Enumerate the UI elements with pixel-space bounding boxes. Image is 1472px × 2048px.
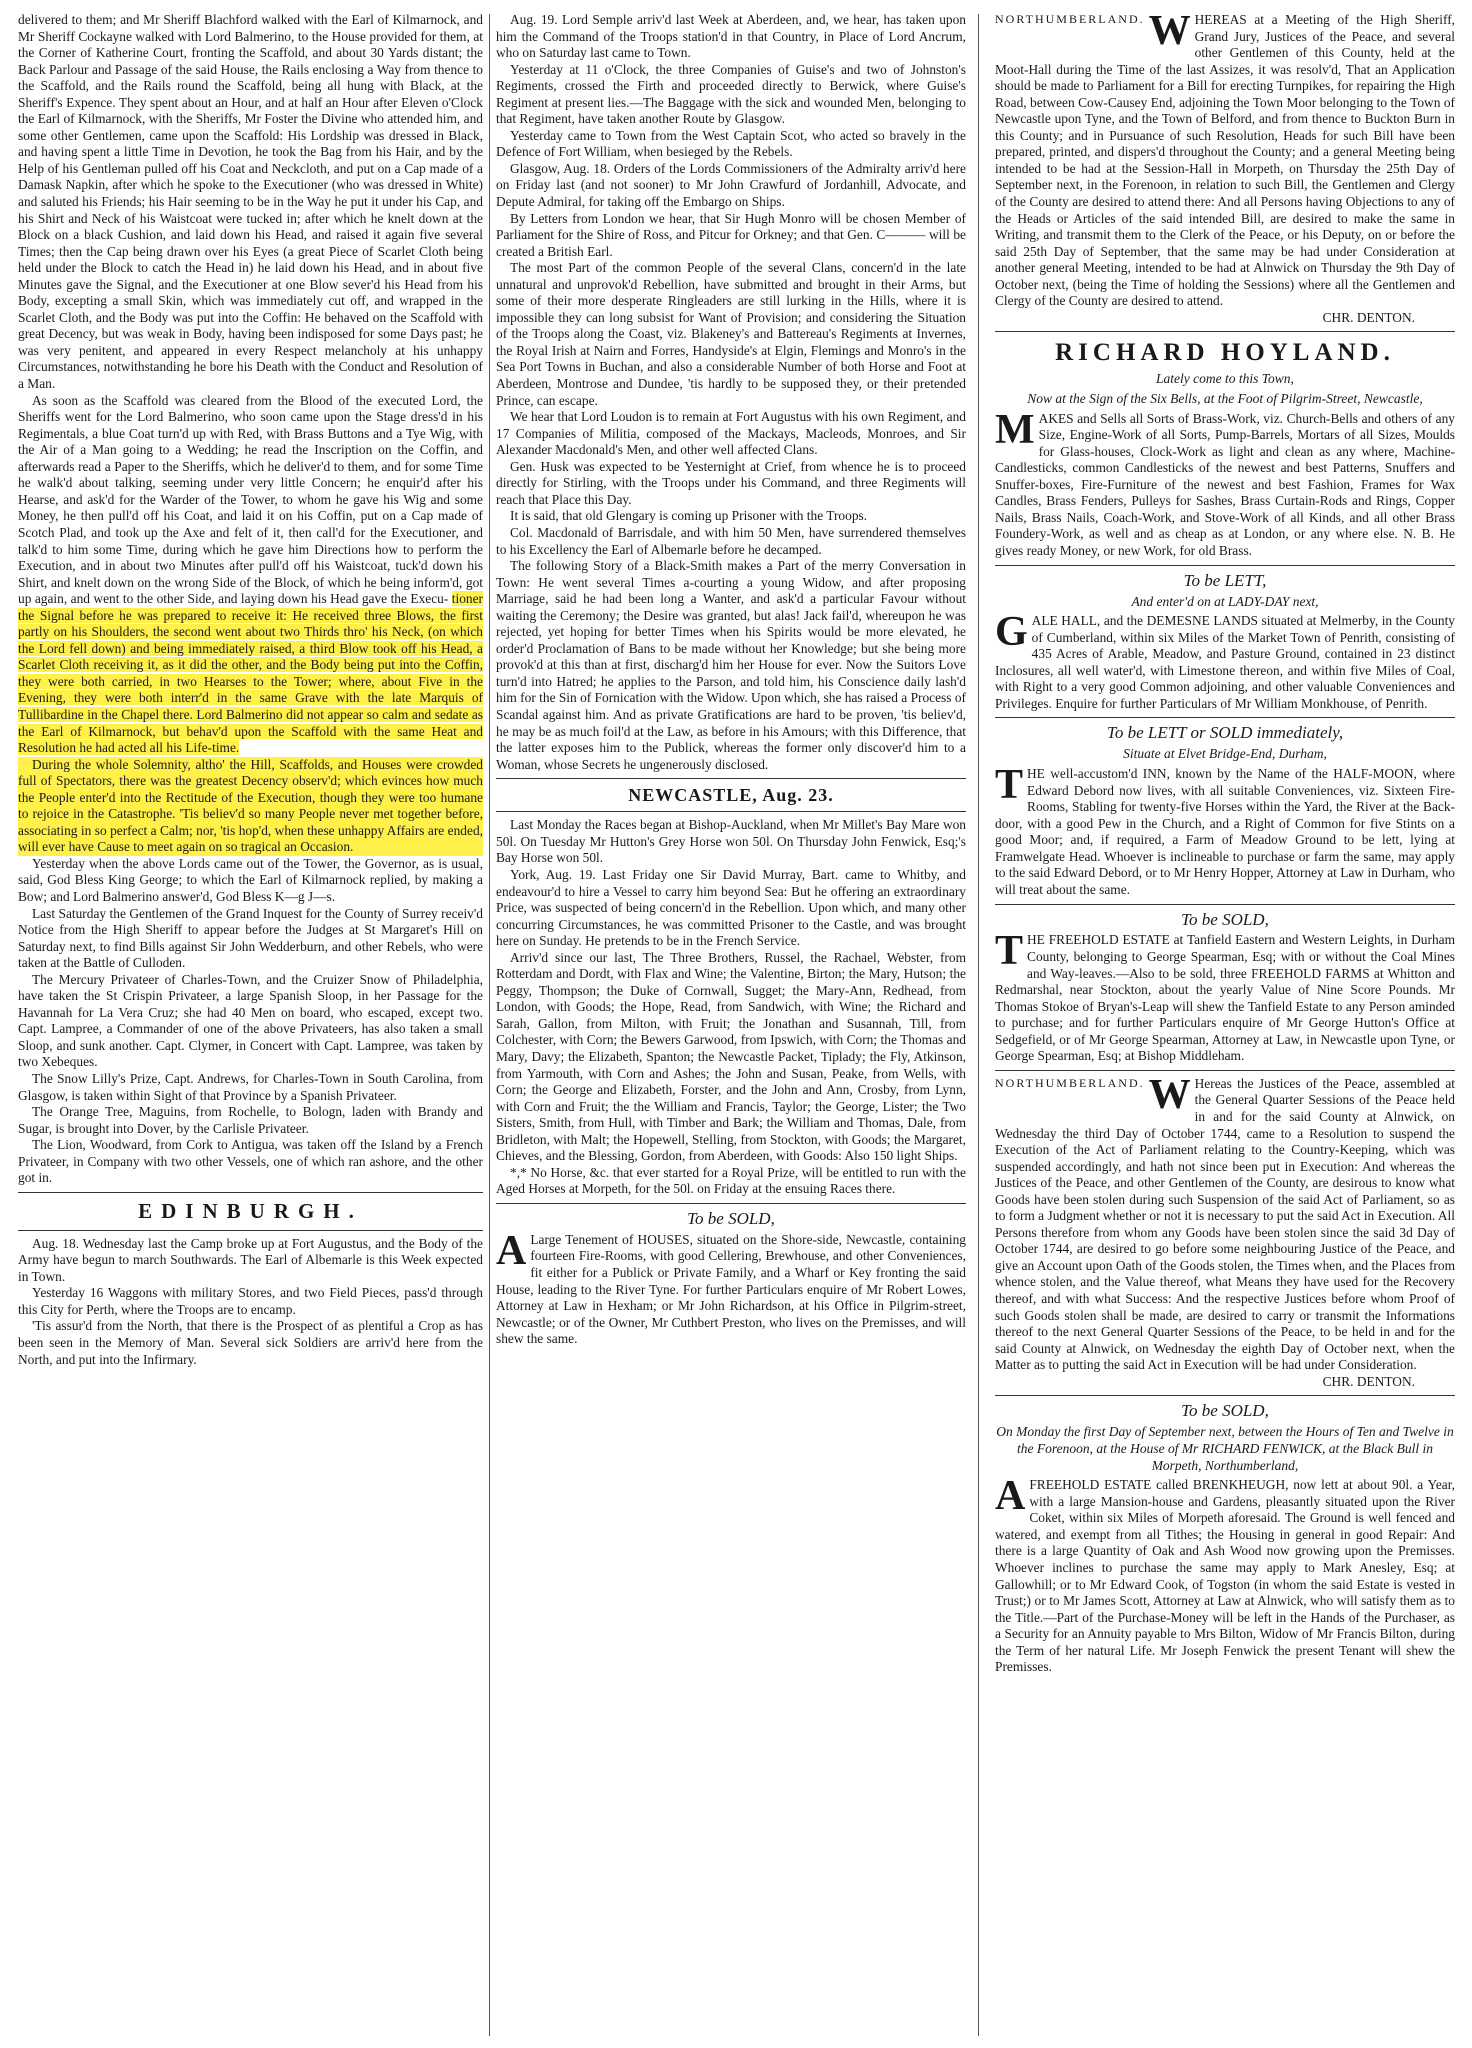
inn-ad bbox=[995, 762, 1455, 898]
camp-article: Aug. 18. Wednesday last the Camp broke up at Fort Augustus, and the Body of the Army have begun to march Southwards. The Earl of Albemarle is this Week expected in Town. bbox=[18, 1235, 483, 1284]
york-article: York, Aug. 19. Last Friday one Sir David Murray, Bart. came to Whitby, and endeavour'd to hire a Vessel to carry him beyond Sea: But he offering an extraordinary Price, was suspected of being concern'd in the Rebellion. Upon which, and many other concurring Circumstances, he was committed Prisoner to the Castle, and was brought here on Sunday. He pretends to be in the French Service. bbox=[496, 867, 966, 949]
drop-cap: W bbox=[1148, 12, 1191, 54]
drop-cap: W bbox=[1148, 1071, 1191, 1118]
inn-ad-text: HE well-accustom'd INN, known by the Name of the HALF-MOON, where Edward Debord now lives, with all suitable Conveniences, viz. Sixteen Fire-Rooms, Stabling for twenty-five Horses within the Yard, the River at the Back-door, with a good Pew in the Church, and a Right of Common for five Stints on a good Moor; and, if required, a Farm of Meadow Ground to be lett, lying at Framwelgate Head. Whoever is inclineable to purchase or farm the same, may apply to the said Edward Debord, or to Mr Henry Hopper, Attorney at Law in Durham, who will treat about the same. bbox=[995, 766, 1455, 897]
divider bbox=[995, 1395, 1455, 1396]
column-rule bbox=[978, 14, 979, 2036]
justices-notice bbox=[995, 1071, 1455, 1374]
glengary-article: It is said, that old Glengary is coming up Prisoner with the Troops. bbox=[510, 508, 868, 524]
divider bbox=[496, 1203, 966, 1204]
signature: CHR. DENTON. bbox=[1322, 309, 1415, 325]
hoyland-ad-text: AKES and Sells all Sorts of Brass-Work, viz. Church-Bells and others of any Size, Engine-Work of all Sorts, Pump-Barrels, Mortars of all Sizes, Moulds for Glass-houses, Clock-Work as light and clean as any where, Machine-Candlesticks, common Candlesticks of the newest and best Patterns, Snuffers and Snuffer-boxes, Fire-Furniture of the newest and best Fashion, Frames for Wax Candles, Brass Fenders, Pulleys for Sashes, Brass Curtain-Rods and Rings, Copper Nails, Brass Nails, Coach-Work, and Stove-Work of all Kinds, and all other Brass Foundery-Work, as well and as cheap as at London, or any where else. N. B. He gives ready Money, or new Work, for old Brass. bbox=[995, 410, 1455, 558]
hoyland-address: Now at the Sign of the Six Bells, at the Foot of Pilgrim-Street, Newcastle, bbox=[1027, 390, 1423, 406]
tanfield-ad-text: HE FREEHOLD ESTATE at Tanfield Eastern and Western Leights, in Durham County, belonging to George Spearman, Esq; with or without the Coal Mines and Way-leaves.—Also to be sold, three FREEHOLD FARMS at Whitton and Redmarshal, near Stockton, about the yearly Value of Nine Score Pounds. Mr Thomas Stokoe of Bryan's-Leap will shew the Tanfield Estate to any Person aminded to purchase; and for further Particulars enquire of Mr George Hutton's Office at Sedgefield, or of Mr George Spearman, Attorney at Law, in Newcastle upon Tyne, or George Spearman, Esq; at Bishop Middleham. bbox=[995, 932, 1455, 1064]
column-right bbox=[995, 12, 1455, 2038]
scot-article: Yesterday came to Town from the West Captain Scot, who acted so bravely in the Defence of Fort William, when besieged by the Rebels. bbox=[496, 127, 966, 160]
drop-cap: M bbox=[995, 406, 1035, 453]
turnpike-notice bbox=[995, 12, 1455, 310]
orange-tree-article: The Orange Tree, Maguins, from Rochelle, to Bologn, laden with Brandy and Sugar, is brought into Dover, by the Carlisle Privateer. bbox=[18, 1104, 483, 1136]
arrivals-article: Arriv'd since our last, The Three Brothers, Russel, the Rachael, Webster, from Rotterdam and Dordt, with Flax and Wine; the Valentine, Birton; the Mary, Hutson; the Peggy, Thompson; the Duke of Cornwall, Sugget; the Mary-Ann, Redhead, from London, with Goods; the Hope, Read, from Sandwich, with Wine; the Richard and Sarah, Gallon, from Milton, with Fruit; the Jonathan and Susannah, Till, from Colchester, with Corn; the Bewers Garwood, from Ipswich, with Corn; the Thomas and Mary, Davy; the Elizabeth, Spanton; the Newcastle Packet, Tiplady; the Fly, Atkinson, from Yarmouth, with Corn and Ashes; the John and Susan, Peake, from Wells, with Corn; the George and Elizabeth, Forster, and the John and Ann, Crosby, from Lynn, with Corn and Fruit; the the William and Francis, Taylor; the George, Lister; the Two Sisters, Smith, from Hull, with Timber and Bark; the William and Thomas, Dale, from Bridleton, with Malt; the Hopewell, Stelling, from Stockton, with Goods; the Margaret, Chieves, and the Blessing, Gordon, from Aberdeen, with Goods: Also 150 light Ships. bbox=[496, 949, 966, 1164]
waggons-article: Yesterday 16 Waggons with military Stores, and two Field Pieces, pass'd through this City for Perth, where the Troops are to encamp. bbox=[18, 1285, 483, 1317]
hoyland-subtitle: Lately come to this Town, bbox=[1156, 371, 1294, 387]
privateer-article: The Mercury Privateer of Charles-Town, and the Cruizer Snow of Philadelphia, have taken the St Crispin Privateer, a large Spanish Sloop, in her Passage for the Havannah for La Vera Cruz; she had 40 Men on board, who escaped, except two. Capt. Lampree, a Commander of one of the above Privateers, has also taken a small Sloop, and sunk another. Capt. Clymer, in Concert with Capt. Lampree, was taken by two Xebeques. bbox=[18, 971, 483, 1070]
divider bbox=[496, 778, 966, 779]
lion-article: The Lion, Woodward, from Cork to Antigua, was taken off the Island by a French Privateer, in Company with two other Vessels, one of which ran ashore, and the other got in. bbox=[18, 1137, 483, 1186]
lillys-prize-article: The Snow Lilly's Prize, Capt. Andrews, for Charles-Town in South Carolina, from Glasgow, is taken within Sight of that Province by a Spanish Privateer. bbox=[18, 1071, 483, 1103]
barrisdale-article: Col. Macdonald of Barrisdale, and with him 50 Men, have surrendered themselves to his Excellency the Earl of Albemarle before he decamped. bbox=[496, 524, 966, 557]
balmerino-text: As soon as the Scaffold was cleared from the Blood of the executed Lord, the Sheriffs went for the Lord Balmerino, who soon came upon the Stage dress'd in his Regimentals, a blue Coat turn'd up with Red, with Brass Buttons and a Tye Wig, with the Air of a Man going to a Wedding; he read the Inscription on the Coffin, and afterwards read a Paper to the Sheriffs, which he deliver'd to them, and for some Time he walk'd about talking, seeming under very little Concern; he enquir'd after his Hearse, and ask'd for the Warder of the Tower, to whom he gave his Wig and some Money, he then pull'd off his Coat, and laid it on his Coffin, put on a Cap made of Scotch Plad, and took up the Axe and felt of it, then call'd for the Executioner, and talk'd to him some Time, during which he gave him Directions how to perform the Execution, and in about two Minutes after pull'd off his Waistcoat, tuck'd down his Shirt, and knelt down on the wrong Side of the Block, of which he being inform'd, got up again, and went to the other Side, and laying down his Head gave the Execu- bbox=[18, 392, 483, 607]
brenkheugh-ad-subtitle: On Monday the first Day of September next, between the Hours of Ten and Twelve in the Forenoon, at the House of Mr RICHARD FENWICK, at the Black Bull in Morpeth, Northumberland, bbox=[996, 1424, 1454, 1473]
drop-cap: A bbox=[995, 1473, 1026, 1520]
crop-article: 'Tis assur'd from the North, that there is the Prospect of as plentiful a Crop as has been seen in the Memory of Man. Several sick Soldiers are arriv'd here from the North, and put into the Infirmary. bbox=[18, 1318, 483, 1367]
county-label: NORTHUMBERLAND. bbox=[995, 1075, 1145, 1090]
blacksmith-article: The following Story of a Black-Smith makes a Part of the merry Conversation in Town: He went several Times a-courting a young Widow, and after proposing Marriage, said he had been long a Wanter, and ask'd a particular Favour without waiting the Ceremony; the Desire was granted, but alas! Jack fail'd, whereupon he was rejected, yet hoping for better Times when his Spirits would be more elevated, he order'd Proclamation of Bans to be made without her Knowledge; but she being more provok'd at this than at first, discharg'd him her House for ever. Now the Suitors Love turn'd into Hatred; he applies to the Parson, and told him, his Conscience daily lash'd him for the Sin of Fornication with the Widow. Upon which, she has raised a Process of Scandal against him. And as private Gratifications are hard to be proven, 'tis believ'd, he may be as much foil'd at the Law, as before in his Amours; with this Difference, that the latter exposes him to the Publick, whereas the former only discover'd him to a Woman, whose Secrets he ungenerously disclosed. bbox=[496, 558, 966, 772]
drop-cap: A bbox=[496, 1227, 527, 1274]
drop-cap: T bbox=[995, 762, 1024, 809]
races-article: Last Monday the Races began at Bishop-Auckland, when Mr Millet's Bay Mare won 50l. On Tuesday Mr Hutton's Grey Horse won 50l. On Thursday John Fenwick, Esq;'s Bay Horse won 50l. bbox=[496, 817, 966, 866]
surrey-article: Last Saturday the Gentlemen of the Grand Inquest for the County of Surrey receiv'd Notice from the High Sheriff to appear before the Judges at St Margaret's Hill on Saturday next, to find Bills against Sir John Wedderburn, and other Rebels, who were taken at the Battle of Culloden. bbox=[18, 905, 483, 971]
clans-article: The most Part of the common People of the several Clans, concern'd in the late unnatural and unprovok'd Rebellion, have submitted and brought in their Arms, but some of their more desperate Ringleaders are still lurking in the Hills, where it is impossible they can long subsist for Want of Provision; and considering the Situation of the Troops along the Coast, viz. Blakeney's and Battereau's Regiments at Invernes, the Royal Irish at Nairn and Forres, Handyside's at Elgin, Flemings and Monro's in the Sea Port Towns in Buchan, and also a considerable Number of both Horse and Foot at Aberdeen, Montrose and Dundee, 'tis hardly to be supposed they, or their pretended Prince, can escape. bbox=[496, 260, 966, 408]
tower-article: Yesterday when the above Lords came out of the Tower, the Governor, as is usual, said, God Bless King George; to which the Earl of Kilmarnock replied, by making a Bow; and Lord Balmerino answer'd, God Bless K—g J—s. bbox=[18, 855, 483, 904]
semple-article: Aug. 19. Lord Semple arriv'd last Week at Aberdeen, and, we hear, has taken upon him the Command of the Troops station'd in that Country, in Place of Lord Ancrum, who on Saturday last came to Town. bbox=[496, 12, 966, 61]
gale-hall-title: To be LETT, bbox=[1183, 570, 1267, 590]
divider bbox=[995, 565, 1455, 566]
column-rule bbox=[489, 14, 490, 2036]
loudon-article: We hear that Lord Loudon is to remain at Fort Augustus with his own Regiment, and 17 Companies of Militia, composed of the Mackays, Macleods, Monroes, and Sir Alexander Macdonald's Men, and other well affected Clans. bbox=[496, 409, 966, 458]
highlighted-paragraph: During the whole Solemnity, altho' the Hill, Scaffolds, and Houses were crowded full of Spectators, there was the greatest Decency observ'd; which evinces how much the People enter'd into the Rectitude of the Execution, though they were too humane to rejoice in the Catastrophe. 'Tis believ'd so many People never met together before, associating in so perfect a Calm; nor, 'tis hop'd, when these unhappy Affairs are ended, will ever have Cause to meet again on so tragical an Occasion. bbox=[18, 756, 483, 855]
column-middle bbox=[496, 12, 966, 2038]
husk-article: Gen. Husk was expected to be Yesternight at Crief, from whence he is to proceed directly for Stirling, with the Troops under his Command, and three Regiments will reach that Place this Day. bbox=[496, 458, 966, 507]
gale-hall-subtitle: And enter'd on at LADY-DAY next, bbox=[1131, 593, 1319, 609]
brenkheugh-ad-text: FREEHOLD ESTATE called BRENKHEUGH, now lett at about 90l. a Year, with a large Mansion-house and Gardens, pleasantly situated upon the River Coket, within six Miles of Morpeth aforesaid. The Ground is well fenced and watered, and exempt from all Tithes; the Housing in general in good Repair: And there is a large Quantity of Oak and Ash Wood now growing upon the Premisses. Whoever inclines to purchase the same may apply to Mark Anesley, Esq; at Gallowhill; or to Mr Edward Cook, of Togston (in whom the said Estate is vested in Trust;) or to Mr James Scott, Attorney at Law at Alnwick, who will satisfy them as to the Title.—Part of the Purchase-Money will be left in the Hands of the Purchaser, as a Security for an Annuity payable to Mrs Bilton, Widow of Mr Francis Bilton, during the Term of her natural Life. Mr Joseph Fenwick the present Tenant will shew the Premisses. bbox=[995, 1477, 1455, 1675]
divider bbox=[995, 1070, 1455, 1071]
brenkheugh-ad-title: To be SOLD, bbox=[1181, 1401, 1269, 1421]
edinburgh-heading: EDINBURGH. bbox=[138, 1198, 363, 1223]
morpeth-races-note: *,* No Horse, &c. that ever started for a Royal Prize, will be entitled to run with the Aged Horses at Morpeth, for the 50l. on Friday at the ensuing Races there. bbox=[496, 1164, 966, 1197]
turnpike-text: HEREAS at a Meeting of the High Sheriff, Grand Jury, Justices of the Peace, and several other Gentlemen of this County, held at the Moot-Hall during the Time of the last Assizes, it was resolv'd, That an Application should be made to Parliament for a Bill for erecting Turnpikes, for repairing the High Road, between Cow-Causey End, adjoining the Town Moor belonging to the Town of Newcastle upon Tyne, and the Town of Belford, and from thence to Buckton Burn in this County; and in Pursuance of such Resolution, Heads for such Bill have been prepared, printed, and dispers'd throughout the County; and a general Meeting being intended to be had at the Session-Hall in Morpeth, on Thursday the 25th Day of September next, in the Forenoon, in relation to such Bill, the Gentlemen and Clergy of the County are desired to attend there: And all Persons having Objections to any of the Heads or Articles of the said intended Bill, are desired to make the same in Writing, and transmit them to the Clerk of the Peace, or his Deputy, on or before the said 25th Day of September, that the same may be had under Consideration at another general Meeting, intended to be had at Alnwick on Thursday the 9th Day of October next, (being the Time of holding the Sessions) where all the Gentlemen and Clergy of the County are desired to attend. bbox=[995, 12, 1455, 309]
inn-ad-title: To be LETT or SOLD immediately, bbox=[1106, 723, 1344, 743]
gale-hall-ad bbox=[995, 609, 1455, 712]
drop-cap: G bbox=[995, 609, 1028, 656]
houses-ad bbox=[496, 1227, 966, 1348]
column-left bbox=[18, 12, 483, 2038]
newcastle-heading: NEWCASTLE, Aug. 23. bbox=[628, 785, 834, 806]
highlighted-text: tioner the Signal before he was prepared to receive it: He received three Blows, the first partly on his Shoulders, the second went about two Thirds thro' his Neck, (on which the Lord fell down) and being immediately raised, a third Blow took off his Head, a Scarlet Cloth receiving it, as it did the other, and the Body being put into the Coffin, they were both carried, in two Hearses to the Tower; where, about Five in the Evening, they were both interr'd in the same Grave with the late Marquis of Tullibardine in the Chapel there. Lord Balmerino did not appear so calm and sedate as the Earl of Kilmarnock, but behav'd upon the Scaffold with the same Heat and Resolution he had acted all his Life-time. bbox=[18, 591, 483, 756]
tanfield-ad-title: To be SOLD, bbox=[1181, 909, 1269, 929]
houses-ad-text: Large Tenement of HOUSES, situated on the Shore-side, Newcastle, containing fourteen Fire-Rooms, with good Cellering, Brewhouse, and other Conveniences, fit either for a Publick or Private Family, and a Wharf or Key fronting the said House, leading to the River Tyne. For further Particulars enquire of Mr Robert Lowes, Attorney at Law in Hexham; or Mr John Richardson, at his Office in Pilgrim-street, Newcastle; or of the Owner, Mr Cuthbert Preston, who lives on the Premisses, and will shew the same. bbox=[496, 1231, 966, 1347]
divider bbox=[496, 811, 966, 812]
drop-cap: T bbox=[995, 928, 1024, 975]
monro-article: By Letters from London we hear, that Sir Hugh Monro will be chosen Member of Parliament for the Shire of Ross, and Pitcur for Orkney; and that Gen. C——— will be created a British Earl. bbox=[496, 210, 966, 259]
inn-ad-subtitle: Situate at Elvet Bridge-End, Durham, bbox=[1123, 746, 1327, 762]
county-label: NORTHUMBERLAND. bbox=[995, 12, 1145, 26]
divider bbox=[995, 331, 1455, 332]
signature: CHR. DENTON. bbox=[1322, 1373, 1415, 1389]
guise-article: Yesterday at 11 o'Clock, the three Companies of Guise's and two of Johnston's Regiments, crossed the Firth and proceeded directly to Berwick, where Guise's Regiment at present lies.—The Baggage with the sick and wounded Men, belonging to that Regiment, have taken another Route by Glasgow. bbox=[496, 61, 966, 127]
execution-article: delivered to them; and Mr Sheriff Blachford walked with the Earl of Kilmarnock, and Mr Sheriff Cockayne walked with Lord Balmerino, to the House provided for them, at the Corner of Katherine Court, fronting the Scaffold, and about 30 Yards distant; the Back Parlour and Passage of the said House, the Rails enclosing a Way from thence to the Scaffold, and the Rails round the Scaffold, being all hung with Black, at the Sheriff's Expence. They spent about an Hour, and at half an Hour after Eleven o'Clock the Earl of Kilmarnock, with the Sheriffs, Mr Foster the Divine who attended him, and some other Gentlemen, came upon the Scaffold: His Lordship was dressed in Black, and having spent a little Time in Devotion, he took the Bag from his Hair, and by the Help of his Gentleman pulled off his Coat and Neckcloth, and put on a Cap made of a Damask Napkin, after which he spoke to the Executioner (who was dressed in White) and saluted his Friends; his Hair seeming to be in the Way he put it under his Cap, and his Shirt and Neck of his Waistcoat were tucked in; after which he knelt down at the Block on a black Cushion, and laid down his Head, and raised it again five several Times; then the Cap being drawn over his Eyes (a great Piece of Scarlet Cloth being held under the Block to catch the Head in) he laid down his Head, and in about five Minutes gave the Signal, and the Executioner at one Blow sever'd his Head from his Body, excepting a small Skin, which was immediately cut off, and wrapped in the Scarlet Cloth, and the Body was put into the Coffin: He behaved on the Scaffold with great Decency, but was weak in Body, having been indisposed for some Days past; he was very penitent, and appeared in every Respect melancholy at his unhappy Circumstances, notwithstanding he bore his Death with the Conduct and Resolution of a Man. bbox=[18, 12, 483, 392]
divider bbox=[995, 904, 1455, 905]
balmerino-article bbox=[18, 393, 483, 757]
houses-ad-title: To be SOLD, bbox=[687, 1208, 775, 1228]
tanfield-ad bbox=[995, 928, 1455, 1064]
glasgow-article: Glasgow, Aug. 18. Orders of the Lords Commissioners of the Admiralty arriv'd here on Friday last (and not sooner) to Mr John Crawfurd of Jordanhill, Advocate, and Depute Admiral, for taking off the Embargo on Ships. bbox=[496, 160, 966, 210]
justices-text: Hereas the Justices of the Peace, assembled at the General Quarter Sessions of the Peace held in and for the said County at Alnwick, on Wednesday the third Day of October 1744, came to a Resolution to suspend the Execution of the Act of Parliament relating to the Country-Keeping, which was suspended accordingly, and hath not since been put in Execution: And whereas the Justices of the Peace, and other Gentlemen of the County, are desirous to know what Goods have been stolen during such Suspension of the said Act of Parliament, so as to form a Judgment whether or not it is necessary to put the said Act in Execution. All Persons therefore from whom any Goods have been stolen since the said 3d Day of October 1744, are desired to go before some neighbouring Justice of the Peace, and give an Account upon Oath of the Goods stolen, the Times when, and the Places from whence stolen, and the Value thereof, what Means they have used for the Recovery thereof, and with what Success: And the respective Justices before whom Proof of such Goods stolen shall be made, are desired to carry or transmit the Informations thereof to the next General Quarter Sessions of the Peace, to be held in and for the said County at Alnwick, on Wednesday the eighth Day of October next, when the Matter as to putting the said Act in Execution will be had under Consideration. bbox=[995, 1075, 1455, 1373]
hoyland-ad bbox=[995, 406, 1455, 560]
brenkheugh-ad bbox=[995, 1473, 1455, 1676]
divider bbox=[18, 1230, 483, 1231]
divider bbox=[18, 1192, 483, 1193]
hoyland-heading: RICHARD HOYLAND. bbox=[1055, 339, 1395, 367]
divider bbox=[995, 717, 1455, 718]
gale-hall-text: ALE HALL, and the DEMESNE LANDS situated at Melmerby, in the County of Cumberland, within six Miles of the Market Town of Penrith, consisting of 435 Acres of Arable, Meadow, and Pasture Ground, contained in 23 distinct Inclosures, all well water'd, with Limestone thereon, and within five Miles of Coal, with Right to a very good Common adjoining, and other valuable Conveniences and Privileges. Enquire for further Particulars of Mr William Monkhouse, of Penrith. bbox=[995, 613, 1455, 711]
